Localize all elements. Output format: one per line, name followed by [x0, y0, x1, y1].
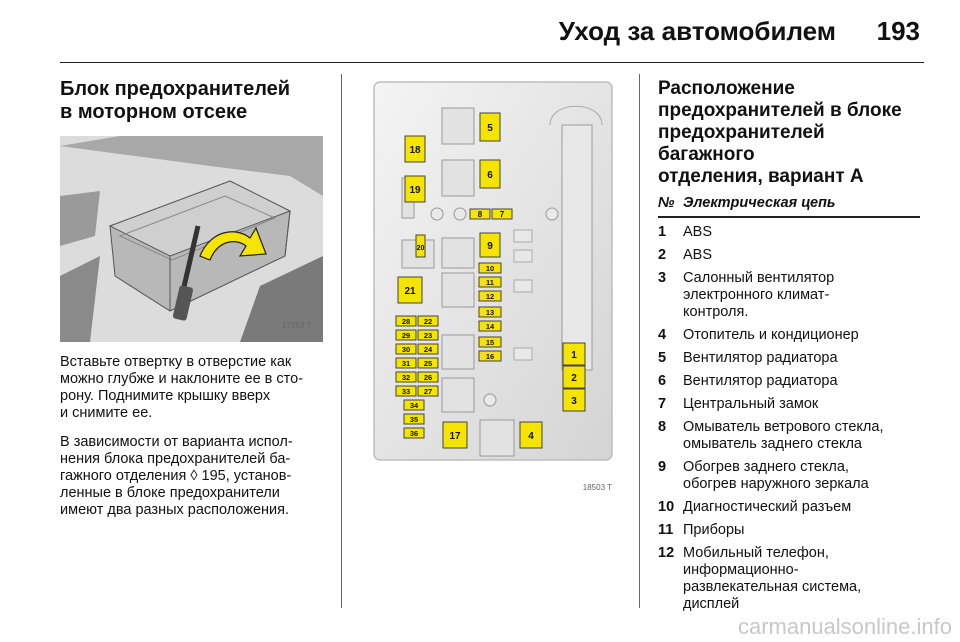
- table-row: [658, 539, 920, 613]
- circuit-description: [683, 522, 920, 539]
- page-reference-icon[interactable]: ◊: [190, 468, 198, 484]
- heading-line: предохранителей багажного: [658, 122, 825, 165]
- page-title: Уход за автомобилем: [558, 16, 836, 46]
- fuse-table-header: [658, 192, 920, 218]
- right-column: [658, 78, 920, 613]
- table-row: [658, 390, 920, 413]
- circuit-description: [683, 224, 920, 241]
- fuse-label: 8: [477, 210, 483, 219]
- header-number: №: [658, 195, 675, 211]
- fuse-label: 31: [401, 359, 411, 368]
- fuse-label: 11: [486, 278, 494, 287]
- circuit-line: электронного климат-: [683, 287, 830, 303]
- circuit-line: Мобильный телефон,: [683, 545, 829, 561]
- fuse-label: 29: [401, 331, 411, 340]
- circuit-description: [683, 247, 920, 264]
- circuit-line: Салонный вентилятор: [683, 270, 835, 286]
- circuit-line: Вентилятор радиатора: [683, 373, 838, 389]
- fuse-label: 7: [499, 210, 505, 219]
- circuit-line: дисплей: [683, 596, 740, 612]
- circuit-line: Приборы: [683, 522, 745, 538]
- text-line: можно глубже и наклоните ее в сто-: [60, 371, 304, 387]
- diagram-code: 18503 T: [582, 483, 612, 492]
- fuse-label: 6: [487, 170, 493, 181]
- fuse-label: 33: [401, 387, 411, 396]
- fusebox-cover-photo: [60, 136, 323, 342]
- table-row: [658, 218, 920, 241]
- fuse-label: 36: [409, 429, 419, 438]
- fuse-diagram-container: [362, 80, 624, 498]
- fuse-label: 5: [487, 123, 493, 134]
- fuse-label: 23: [423, 331, 433, 340]
- fuse-label: 27: [423, 387, 433, 396]
- fuse-number: 9: [658, 459, 667, 475]
- fuse-label: 14: [485, 322, 495, 331]
- table-row: [658, 241, 920, 264]
- fuse-number: 6: [658, 373, 667, 389]
- header-circuit: Электрическая цепь: [683, 195, 836, 211]
- circuit-line: Обогрев заднего стекла,: [683, 459, 849, 475]
- circuit-description: [683, 327, 920, 344]
- watermark: carmanualsonline.info: [737, 614, 952, 639]
- fuse-label: 18: [409, 145, 421, 156]
- text-line: В зависимости от варианта испол-: [60, 434, 293, 450]
- heading-line: Блок предохранителей: [60, 78, 291, 100]
- fuse-label: 1: [571, 350, 577, 361]
- circuit-line: Омыватель ветрового стекла,: [683, 419, 884, 435]
- fuse-number: 1: [658, 224, 667, 240]
- fuse-label: 30: [401, 345, 411, 354]
- fuse-label: 20: [416, 245, 425, 252]
- circuit-description: [683, 373, 920, 390]
- fuse-layout-diagram: [362, 80, 624, 498]
- text-line: рону. Поднимите крышку вверх: [60, 388, 271, 404]
- photo-code: 17263 T: [282, 321, 312, 330]
- fuse-table-body: [658, 218, 920, 613]
- fuse-label: 34: [409, 401, 419, 410]
- table-row: [658, 493, 920, 516]
- circuit-description: [683, 499, 920, 516]
- fuse-number: 5: [658, 350, 667, 366]
- text-line: нения блока предохранителей ба-: [60, 451, 291, 467]
- fuse-label: 16: [485, 352, 495, 361]
- fuse-label: 28: [401, 317, 411, 326]
- fuse-label: 19: [409, 185, 421, 196]
- heading-line: в моторном отсеке: [60, 101, 248, 123]
- fuse-label: 25: [423, 359, 433, 368]
- table-row: [658, 516, 920, 539]
- page-reference-link[interactable]: 195, установ-: [201, 468, 292, 484]
- fuse-label: 12: [485, 292, 495, 301]
- fuse-number: 10: [658, 499, 675, 515]
- table-row: [658, 344, 920, 367]
- table-row: [658, 413, 920, 453]
- fuse-number: 7: [658, 396, 667, 412]
- text-line: Вставьте отвертку в отверстие как: [60, 354, 292, 370]
- circuit-description: [683, 419, 920, 453]
- circuit-line: омыватель заднего стекла: [683, 436, 862, 452]
- fuse-label: 21: [404, 286, 416, 297]
- circuit-line: Диагностический разъем: [683, 499, 852, 515]
- circuit-line: Отопитель и кондиционер: [683, 327, 859, 343]
- circuit-line: обогрев наружного зеркала: [683, 476, 869, 492]
- text-line: и снимите ее.: [60, 405, 153, 421]
- circuit-line: Вентилятор радиатора: [683, 350, 838, 366]
- heading-line: отделения, вариант А: [658, 166, 864, 187]
- section-heading-variant-a: [658, 78, 920, 188]
- fuse-label: 32: [401, 373, 411, 382]
- fuse-number: 12: [658, 545, 675, 561]
- fuse-label: 13: [485, 308, 495, 317]
- circuit-line: ABS: [683, 224, 713, 240]
- text-line: гажного отделения: [60, 468, 187, 484]
- circuit-line: ABS: [683, 247, 713, 263]
- fuse-number: 2: [658, 247, 667, 263]
- table-row: [658, 453, 920, 493]
- heading-line: предохранителей в блоке: [658, 100, 902, 121]
- circuit-line: информационно-: [683, 562, 799, 578]
- heading-line: Расположение: [658, 78, 795, 99]
- fuse-label: 10: [485, 264, 495, 273]
- text-line: ленные в блоке предохранители: [60, 485, 280, 501]
- fuse-label: 4: [528, 431, 534, 442]
- fuse-label: 2: [571, 373, 577, 384]
- instruction-paragraph: [60, 354, 330, 422]
- text-line: имеют два разных расположения.: [60, 502, 290, 518]
- fuse-number: 11: [658, 522, 674, 538]
- section-heading-engine-fusebox: [60, 78, 330, 124]
- fuse-label: 9: [487, 241, 493, 252]
- circuit-line: развлекательная система,: [683, 579, 862, 595]
- fuse-number: 4: [658, 327, 667, 343]
- fuse-label: 22: [423, 317, 433, 326]
- circuit-description: [683, 270, 920, 321]
- circuit-line: контроля.: [683, 304, 749, 320]
- fuse-number: 3: [658, 270, 667, 286]
- fuse-label: 17: [449, 431, 461, 442]
- variant-paragraph: [60, 434, 330, 519]
- left-column: [60, 78, 330, 519]
- fuse-label: 3: [571, 396, 577, 407]
- column-divider-right: [639, 74, 640, 608]
- circuit-description: [683, 350, 920, 367]
- circuit-description: [683, 459, 920, 493]
- column-divider-left: [341, 74, 342, 608]
- table-row: [658, 264, 920, 321]
- page-header: [60, 0, 924, 63]
- circuit-description: [683, 545, 920, 613]
- circuit-description: [683, 396, 920, 413]
- fuse-label: 26: [423, 373, 433, 382]
- circuit-line: Центральный замок: [683, 396, 819, 412]
- fuse-label: 24: [423, 345, 433, 354]
- fuse-number: 8: [658, 419, 667, 435]
- table-row: [658, 321, 920, 344]
- fuse-label: 15: [485, 338, 495, 347]
- fuse-label: 35: [409, 415, 419, 424]
- page-number: 193: [876, 16, 920, 46]
- table-row: [658, 367, 920, 390]
